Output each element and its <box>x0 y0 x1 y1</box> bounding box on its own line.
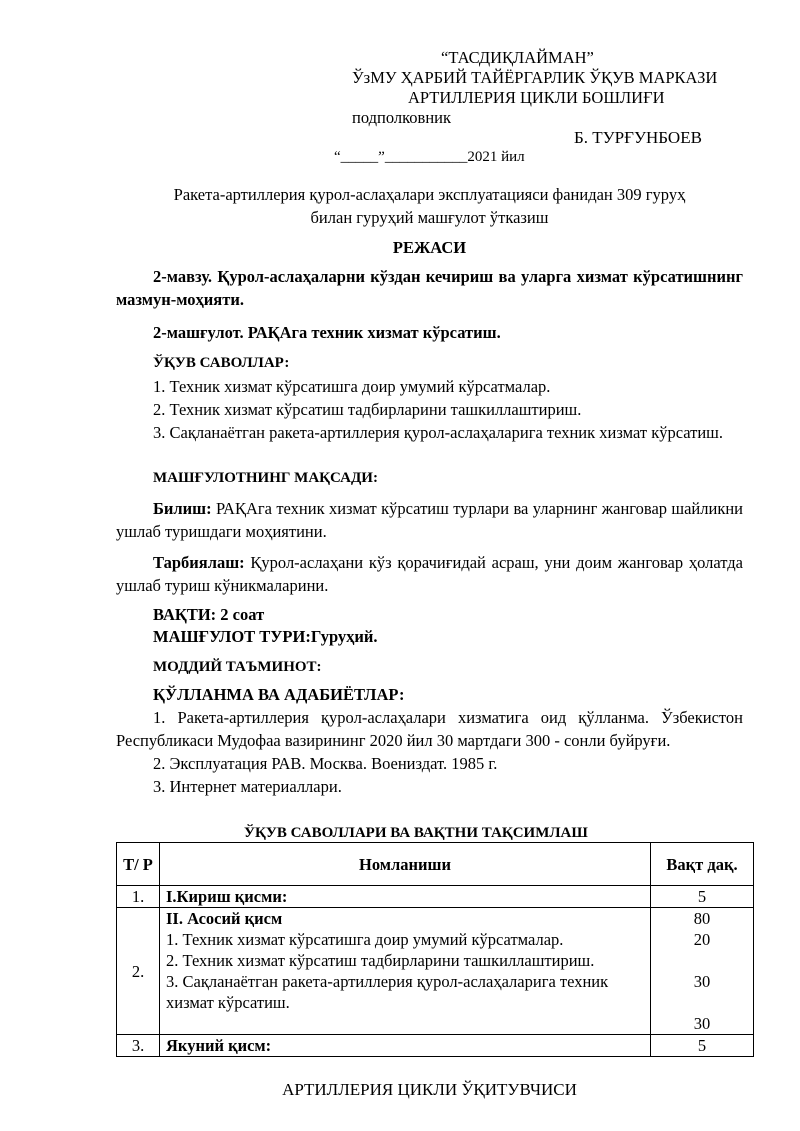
question-item: 2. Техник хизмат кўрсатиш тадбирларини ташкиллаштириш. <box>153 400 582 419</box>
approval-rank: подполковник <box>352 108 451 127</box>
literature-block <box>116 683 743 798</box>
questions-heading: ЎҚУВ САВОЛЛАР: <box>153 355 290 371</box>
row-time: 5 <box>651 886 754 908</box>
goal-knowledge <box>116 497 743 543</box>
header-time: Вақт дақ. <box>651 843 754 886</box>
schedule-table <box>116 842 754 1057</box>
table-header-row <box>117 843 754 886</box>
upbringing-text: Қурол-аслаҳани кўз қорачиғидай асраш, уни доим жанговар ҳолатда ушлаб туриш кўникмаларини. <box>116 553 743 595</box>
topic-text: 2-мавзу. Қурол-аслаҳаларни кўздан кечириш ва уларга хизмат кўрсатишнинг мазмун-моҳияти. <box>116 267 743 309</box>
header-num: Т/ Р <box>117 843 160 886</box>
header-name: Номланиши <box>160 843 651 886</box>
lesson-text: 2-машғулот. РАҚАга техник хизмат кўрсатиш. <box>153 323 501 342</box>
doc-heading-line1: Ракета-артиллерия қурол-аслаҳалари эксплуатацияси фанидан 309 гуруҳ <box>173 185 686 204</box>
table-row <box>117 1035 754 1057</box>
row-num: 3. <box>117 1035 160 1057</box>
section-item: 1. Техник хизмат кўрсатишга доир умумий кўрсатмалар. <box>166 930 564 949</box>
goal-upbringing <box>116 551 743 597</box>
footer-signature: АРТИЛЛЕРИЯ ЦИКЛИ ЎҚИТУВЧИСИ <box>282 1080 577 1099</box>
topic-block <box>116 265 743 311</box>
doc-title: РЕЖАСИ <box>392 238 467 257</box>
row-num: 1. <box>117 886 160 908</box>
item-time: 20 <box>693 930 711 949</box>
goals-block <box>116 467 743 490</box>
literature-item: 1. Ракета-артиллерия қурол-аслаҳалари хизматига оид қўлланма. Ўзбекистон Республикаси Мудофаа вазирининг 2020 йил 30 мартдаги 300 - сонли буйруғи. <box>116 708 743 750</box>
literature-heading: ҚЎЛЛАНМА ВА АДАБИЁТЛАР: <box>153 685 405 704</box>
item-time: 30 <box>693 972 711 991</box>
schedule-caption: ЎҚУВ САВОЛЛАРИ ВА ВАҚТНИ ТАҚСИМЛАШ <box>244 825 588 841</box>
material-heading: МОДДИЙ ТАЪМИНОТ: <box>153 659 322 675</box>
upbringing-label: Тарбиялаш: <box>153 553 245 572</box>
table-row <box>117 908 754 1035</box>
row-time: 5 <box>651 1035 754 1057</box>
section-time: 80 <box>693 909 711 928</box>
doc-heading-line2: билан гуруҳий машғулот ўтказиш <box>310 208 549 227</box>
questions-block <box>116 352 743 444</box>
table-row <box>117 886 754 908</box>
lesson-block <box>116 321 743 344</box>
goals-heading: МАШҒУЛОТНИНГ МАҚСАДИ: <box>153 470 378 486</box>
approval-name: Б. ТУРҒУНБОЕВ <box>574 128 702 147</box>
approval-position-line: АРТИЛЛЕРИЯ ЦИКЛИ БОШЛИҒИ <box>408 88 665 107</box>
type-line: МАШҒУЛОТ ТУРИ:Гуруҳий. <box>153 627 378 646</box>
question-item: 1. Техник хизмат кўрсатишга доир умумий кўрсатмалар. <box>153 377 551 396</box>
row-name: Якуний қисм: <box>160 1035 651 1057</box>
knowledge-label: Билиш: <box>153 499 212 518</box>
question-item: 3. Сақланаётган ракета-артиллерия қурол-аслаҳаларига техник хизмат кўрсатиш. <box>153 423 724 442</box>
section-item: 2. Техник хизмат кўрсатиш тадбирларини ташкиллаштириш. <box>166 951 595 970</box>
row-content <box>160 908 651 1035</box>
approval-date: “_____”___________2021 йил <box>334 149 525 165</box>
approval-org-line: ЎзМУ ҲАРБИЙ ТАЙЁРГАРЛИК ЎҚУВ МАРКАЗИ <box>352 68 718 87</box>
row-time-stack <box>651 908 754 1035</box>
row-num: 2. <box>117 908 160 1035</box>
section-item: 3. Сақланаётган ракета-артиллерия қурол-аслаҳаларига техник хизмат кўрсатиш. <box>166 972 609 1012</box>
row-name: I.Кириш қисми: <box>160 886 651 908</box>
item-time: 30 <box>693 1014 711 1033</box>
time-line: ВАҚТИ: 2 соат <box>153 605 265 624</box>
knowledge-text: РАҚАга техник хизмат кўрсатиш турлари ва уларнинг жанговар шайликни ушлаб туришдаги моҳиятини. <box>116 499 743 541</box>
approval-title: “ТАСДИҚЛАЙМАН” <box>441 48 594 67</box>
literature-item: 2. Эксплуатация РАВ. Москва. Воениздат. 1985 г. <box>153 754 498 773</box>
section-title: II. Асосий қисм <box>166 909 283 928</box>
literature-item: 3. Интернет материаллари. <box>153 777 342 796</box>
